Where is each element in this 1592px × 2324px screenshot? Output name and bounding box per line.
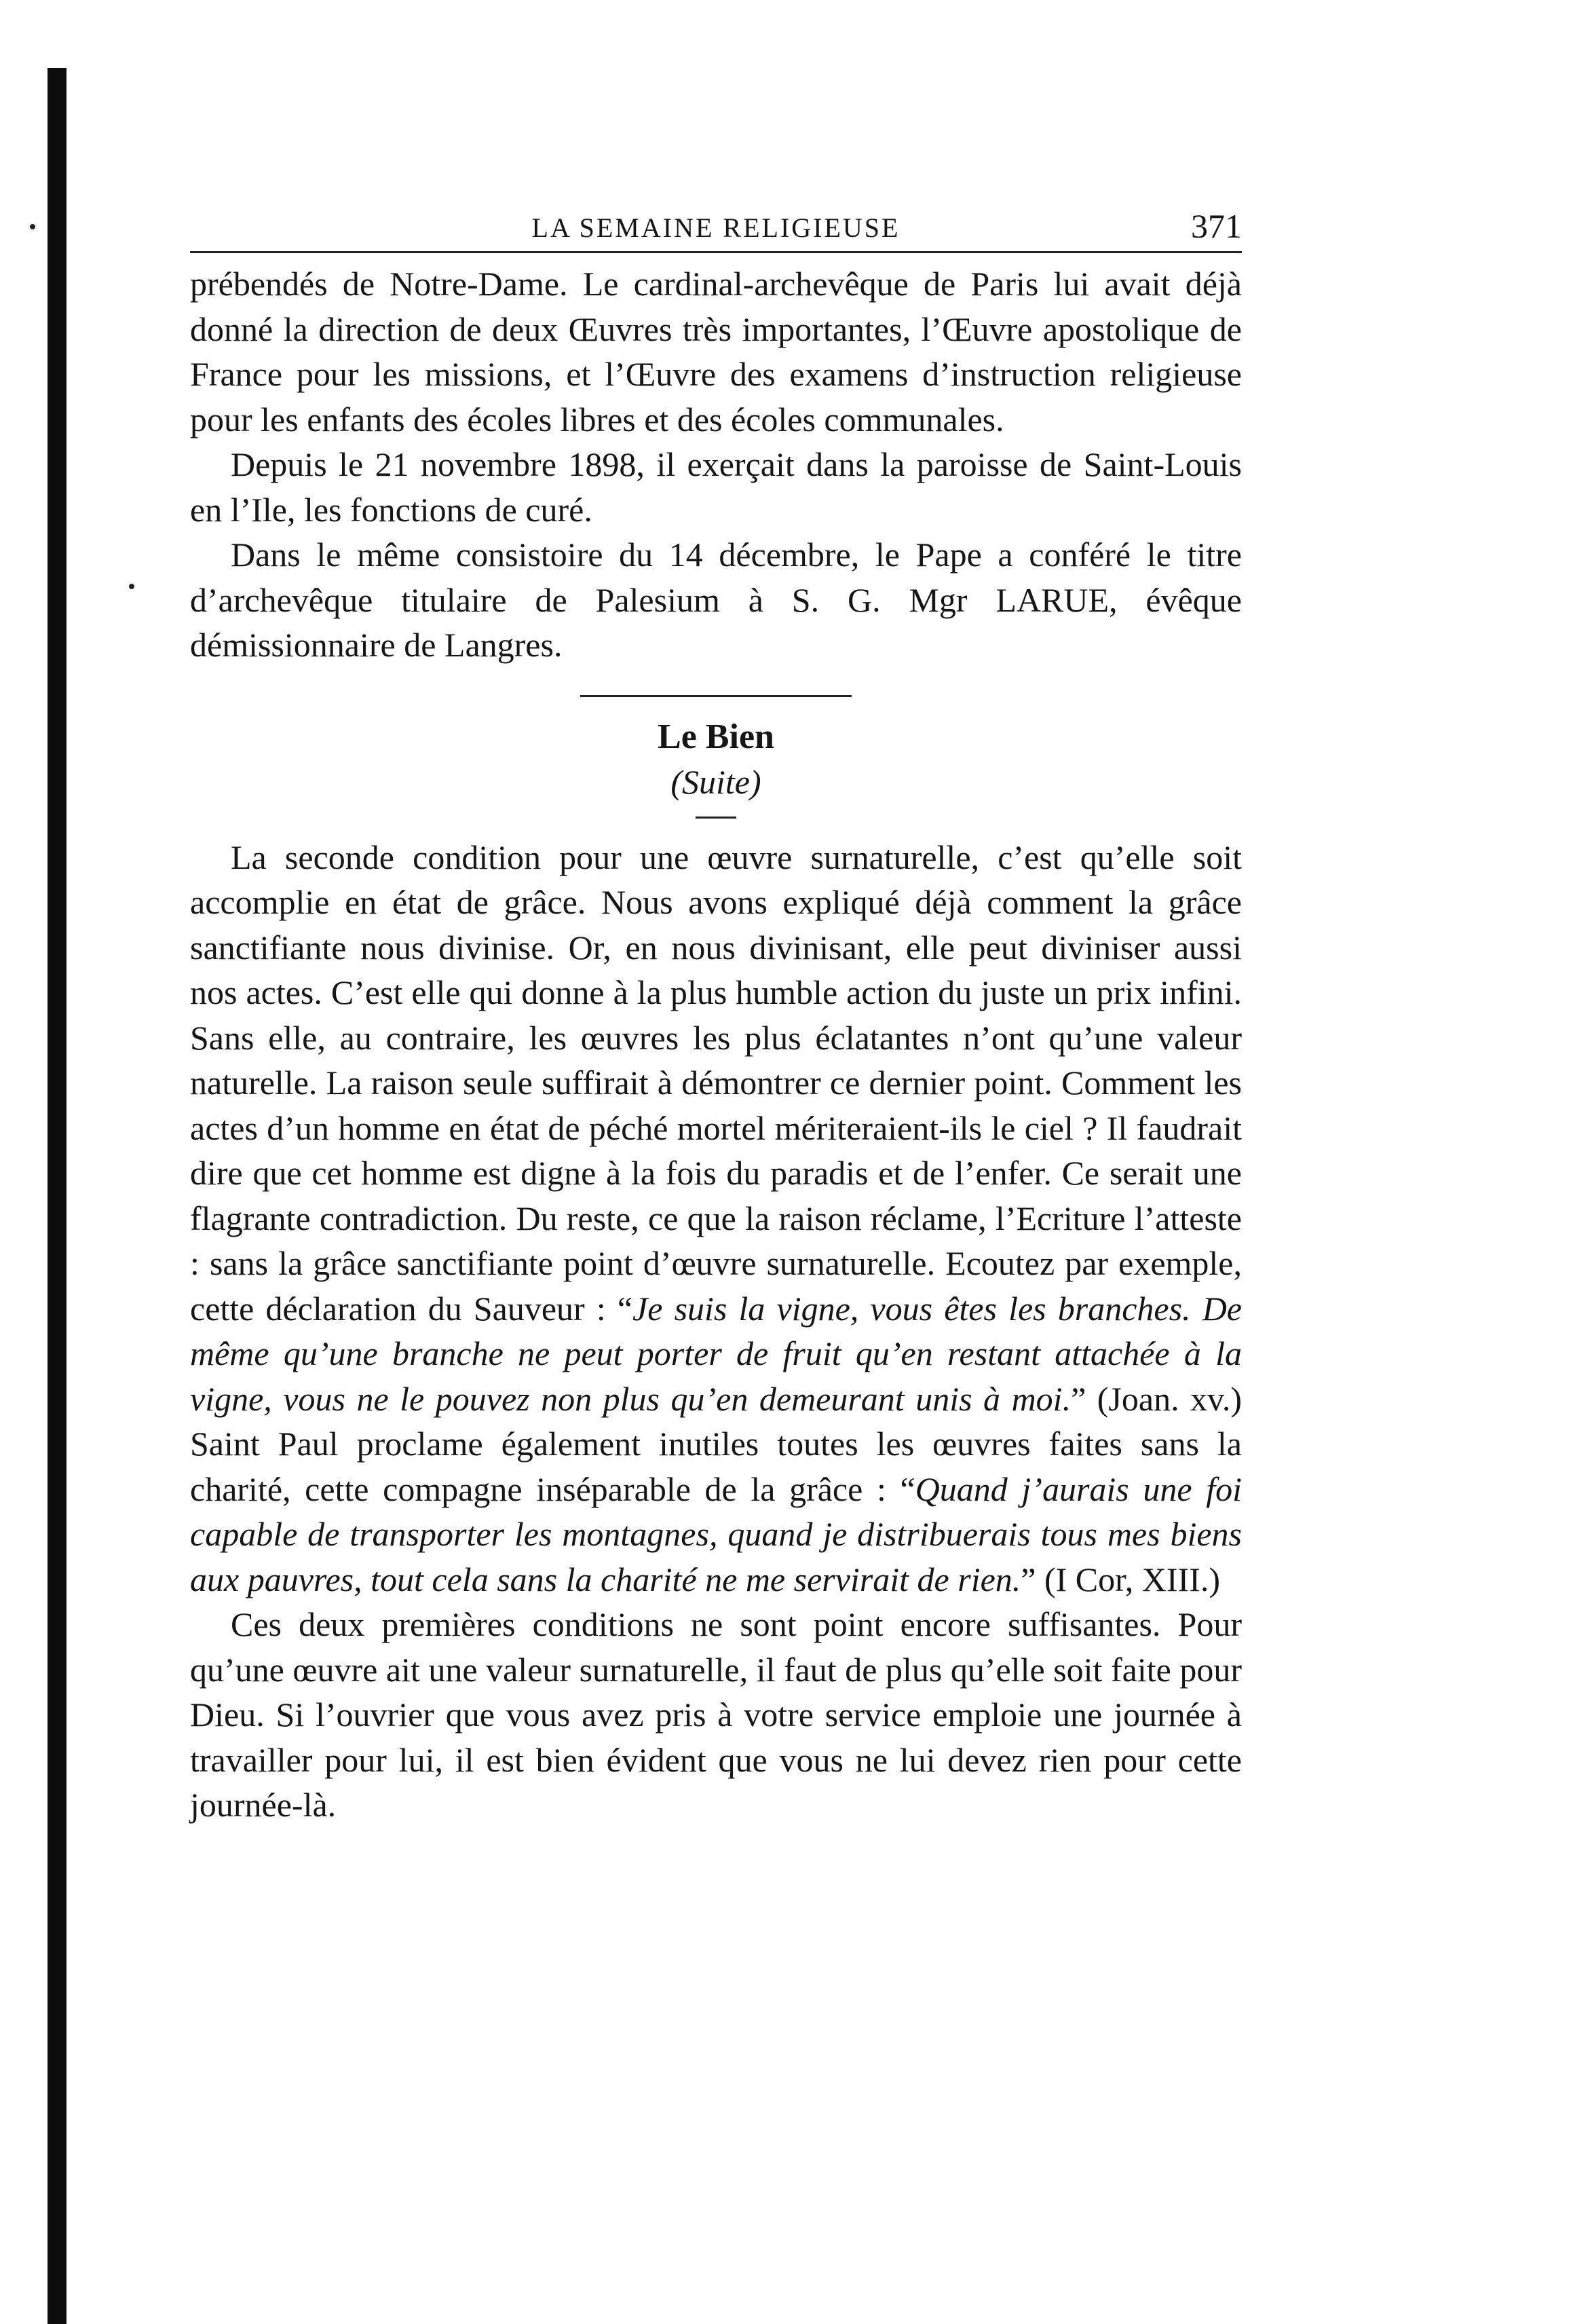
intro-paragraph-2: Depuis le 21 novembre 1898, il exerçait dans la paroisse de Saint-Louis en l’Ile, les fonctions de curé.	[190, 445, 1242, 529]
page-content	[190, 204, 1242, 1828]
epistle-quote: Quand j’aurais une foi capable de transporter les montagnes, quand je distribuerais tous mes biens aux pauvres, tout cela sans la charité ne me servirait de rien.	[190, 1469, 1243, 1598]
intro-paragraph-3: Dans le même consistoire du 14 décembre, le Pape a conféré le titre d’archevêque titulaire de Palesium à S. G. Mgr LARUE, évêque démissionnaire de Langres.	[190, 536, 1242, 664]
body-text: ” (Joan. xv.) Saint Paul proclame également inutiles toutes les œuvres faites sans la charité, cette compagne inséparable de la grâce : “	[190, 1379, 1242, 1508]
section-title: Le Bien	[658, 717, 774, 756]
body-text: La seconde condition pour une œuvre surnaturelle, c’est qu’elle soit accomplie en état de grâce. Nous avons expliqué déjà comment la grâce sanctifiante nous divinise. Or, en nous divinisant, elle peut diviniser aussi nos actes. C’est elle qui donne à la plus humble action du juste un prix infini. Sans elle, au contraire, les œuvres les plus éclatantes n’ont qu’une valeur naturelle. La raison seule suffirait à démontrer ce dernier point. Comment les actes d’un homme en état de péché mortel mériteraient-ils le ciel ? Il faudrait dire que cet homme est digne à la fois du paradis et de l’enfer. Ce serait une flagrante contradiction. Du reste, ce que la raison réclame, l’Ecriture l’atteste : sans la grâce sanctifiante point d’œuvre surnaturelle. Ecoutez par exemple, cette déclaration du Sauveur : “	[190, 838, 1242, 1328]
header-rule	[190, 251, 1242, 253]
section-subtitle: (Suite)	[670, 762, 761, 801]
page-number: 371	[1191, 207, 1242, 245]
scan-speck	[30, 224, 35, 229]
section-divider	[580, 695, 852, 697]
intro-paragraph-1: prébendés de Notre-Dame. Le cardinal-archevêque de Paris lui avait déjà donné la direction de deux Œuvres très importantes, l’Œuvre apostolique de France pour les missions, et l’Œuvre des examens d’instruction religieuse pour les enfants des écoles libres et des écoles communales.	[190, 265, 1242, 438]
running-head	[190, 204, 1242, 251]
scan-speck	[129, 584, 134, 589]
binding-shadow	[48, 68, 67, 2324]
running-title: LA SEMAINE RELIGIEUSE	[531, 212, 901, 243]
gospel-quote: Je suis la vigne, vous êtes les branches. De même qu’une branche ne peut porter de fruit qu’en restant attachée à la vigne, vous ne le pouvez non plus qu’en demeurant unis à moi.	[190, 1289, 1242, 1418]
body-text: ” (I Cor, XIII.)	[1021, 1560, 1220, 1598]
short-dash	[696, 817, 736, 819]
body-paragraph-1	[190, 835, 1242, 1603]
body-paragraph-2: Ces deux premières conditions ne sont point encore suffisantes. Pour qu’une œuvre ait une valeur surnaturelle, il faut de plus qu’elle soit faite pour Dieu. Si l’ouvrier que vous avez pris à votre service emploie une journée à travailler pour lui, il est bien évident que vous ne lui devez rien pour cette journée-là.	[190, 1605, 1242, 1824]
